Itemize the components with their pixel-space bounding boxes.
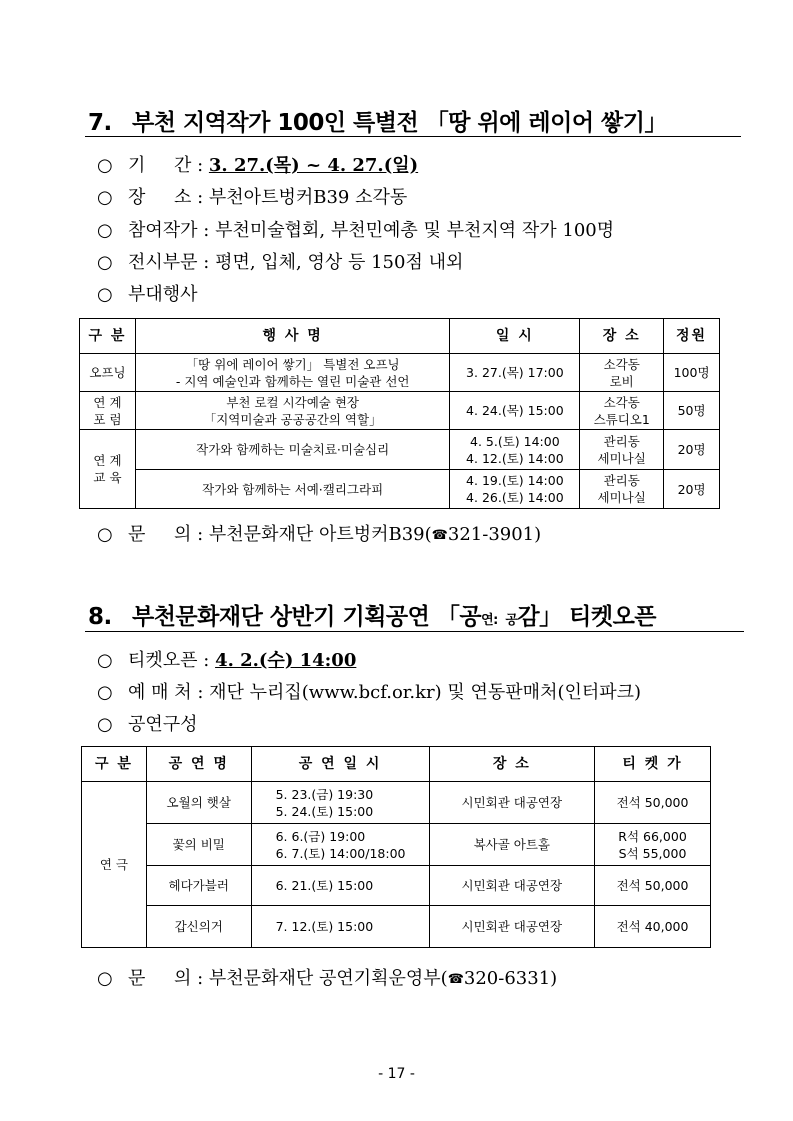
bullet-value: 평면, 입체, 영상 등 150점 내외 xyxy=(215,252,464,273)
header-cell: 티 켓 가 xyxy=(595,747,711,782)
cell-line: 4. 5.(토) 14:00 xyxy=(470,433,560,449)
telephone-icon: ☎ xyxy=(447,972,464,987)
table-row xyxy=(82,824,711,866)
place-cell: 시민회관 대공연장 xyxy=(429,906,595,948)
section-7-bullet-5 xyxy=(97,284,198,306)
bullet-label: 공연구성 xyxy=(128,714,198,735)
inquiry-phone: 320-6331) xyxy=(463,968,558,989)
bullet-value: 부천아트벙커B39 소각동 xyxy=(208,187,408,208)
section-8-inquiry xyxy=(97,968,557,991)
cell-line: 관리동 xyxy=(603,433,640,449)
category-cell xyxy=(80,354,136,392)
section-7-number: 7. xyxy=(88,110,112,136)
cell-line: 포 럼 xyxy=(93,411,122,427)
cell-line: 6. 7.(토) 14:00/18:00 xyxy=(275,845,406,861)
datetime-cell xyxy=(450,430,580,470)
place-cell: 시민회관 대공연장 xyxy=(429,866,595,906)
price-cell xyxy=(595,782,711,824)
section-7-bullet-3 xyxy=(97,220,614,242)
bullet-label: 참여작가 : xyxy=(128,220,216,241)
capacity-cell: 20명 xyxy=(664,430,720,470)
cell-line: 5. 23.(금) 19:30 xyxy=(275,786,374,802)
event-name-cell xyxy=(135,392,450,430)
inquiry-phone: 321-3901) xyxy=(447,524,542,545)
category-cell xyxy=(80,430,136,509)
cell-line: 연 계 xyxy=(93,394,122,410)
inquiry-label: 문 의 : xyxy=(128,968,209,989)
bullet-label: 장 소 : xyxy=(128,187,209,208)
bullet-value: 3. 27.(목) ~ 4. 27.(일) xyxy=(208,155,419,176)
cell-line: 소각동 xyxy=(603,394,640,410)
section-8-title: 부천문화재단 상반기 기획공연 「공연: 공감」 티켓오픈 xyxy=(132,604,657,630)
section-8-performances-table xyxy=(81,746,711,948)
section-7-rule xyxy=(85,136,741,137)
cell-line: 세미나실 xyxy=(597,450,646,466)
table-row xyxy=(80,354,720,392)
bullet-circle-icon: ○ xyxy=(97,968,113,989)
table-header-row xyxy=(82,747,711,782)
header-cell: 정원 xyxy=(664,319,720,354)
event-name-cell xyxy=(135,430,450,470)
table-row xyxy=(80,430,720,470)
place-cell xyxy=(580,392,664,430)
datetime-cell xyxy=(251,906,429,948)
price-cell xyxy=(595,906,711,948)
cell-line: S석 55,000 xyxy=(618,845,687,861)
header-cell: 구 분 xyxy=(82,747,147,782)
header-cell: 공 연 일 시 xyxy=(251,747,429,782)
table-row xyxy=(82,866,711,906)
price-cell xyxy=(595,866,711,906)
bullet-circle-icon: ○ xyxy=(97,284,113,305)
bullet-circle-icon: ○ xyxy=(97,155,113,176)
cell-line: - 지역 예술인과 함께하는 열린 미술관 선언 xyxy=(175,373,410,389)
section-7-title: 부천 지역작가 100인 특별전 「땅 위에 레이어 쌓기」 xyxy=(132,110,667,136)
bullet-value: 4. 2.(수) 14:00 xyxy=(215,650,357,671)
cell-line: 스튜디오1 xyxy=(593,411,650,427)
cell-line: 「지역미술과 공공공간의 역할」 xyxy=(203,411,382,427)
header-cell: 장 소 xyxy=(580,319,664,354)
bullet-label: 기 간 : xyxy=(128,155,209,176)
place-cell xyxy=(580,470,664,509)
capacity-cell: 50명 xyxy=(664,392,720,430)
bullet-value: 재단 누리집(www.bcf.or.kr) 및 연동판매처(인터파크) xyxy=(209,682,642,703)
cell-line: 7. 12.(토) 15:00 xyxy=(275,919,374,934)
section-8-number: 8. xyxy=(88,604,112,630)
cell-line: 6. 21.(토) 15:00 xyxy=(275,878,374,893)
datetime-cell xyxy=(450,354,580,392)
cell-line: 4. 19.(토) 14:00 xyxy=(466,473,564,488)
header-cell: 공 연 명 xyxy=(146,747,251,782)
bullet-label: 전시부문 : xyxy=(128,252,216,273)
capacity-cell: 20명 xyxy=(664,470,720,509)
section-8-heading xyxy=(88,598,656,631)
bullet-circle-icon: ○ xyxy=(97,220,113,241)
cell-line: R석 66,000 xyxy=(618,828,687,844)
section-7-events-table xyxy=(79,318,720,509)
bullet-circle-icon: ○ xyxy=(97,252,113,273)
bullet-circle-icon: ○ xyxy=(97,682,113,703)
performance-name-cell: 갑신의거 xyxy=(146,906,251,948)
performance-name-cell: 헤다가블러 xyxy=(146,866,251,906)
bullet-circle-icon: ○ xyxy=(97,187,113,208)
cell-line: 소각동 xyxy=(603,356,640,372)
cell-line: 4. 26.(토) 14:00 xyxy=(466,490,564,505)
section-8-bullet-2 xyxy=(97,682,641,704)
table-row xyxy=(82,782,711,824)
place-cell: 복사골 아트홀 xyxy=(429,824,595,866)
datetime-cell xyxy=(450,392,580,430)
place-cell xyxy=(580,354,664,392)
performance-name-cell: 오월의 햇살 xyxy=(146,782,251,824)
event-name-cell xyxy=(135,470,450,509)
category-cell: 연 극 xyxy=(82,782,147,948)
datetime-cell xyxy=(251,824,429,866)
cell-line: 오프닝 xyxy=(89,365,126,380)
section-7-heading xyxy=(88,104,667,137)
table-row xyxy=(82,906,711,948)
cell-line: 작가와 함께하는 미술치료·미술심리 xyxy=(196,442,390,457)
bullet-label: 부대행사 xyxy=(128,284,198,305)
table-header-row xyxy=(80,319,720,354)
cell-line: 전석 40,000 xyxy=(616,919,689,934)
price-cell xyxy=(595,824,711,866)
inquiry-value: 부천문화재단 공연기획운영부( xyxy=(208,968,448,989)
section-7-inquiry xyxy=(97,524,541,547)
bullet-circle-icon: ○ xyxy=(97,714,113,735)
section-8-bullet-1 xyxy=(97,650,356,672)
bullet-label: 예 매 처 : xyxy=(128,682,210,703)
category-cell xyxy=(80,392,136,430)
bullet-label: 티켓오픈 : xyxy=(128,650,216,671)
section-8-bullet-3 xyxy=(97,714,198,736)
cell-line: 전석 50,000 xyxy=(616,878,689,893)
cell-line: 교 육 xyxy=(93,470,122,485)
inquiry-value: 부천문화재단 아트벙커B39( xyxy=(208,524,432,545)
cell-line: 세미나실 xyxy=(597,490,646,505)
cell-line: 관리동 xyxy=(603,473,640,488)
cell-line: 4. 12.(토) 14:00 xyxy=(466,450,564,466)
place-cell: 시민회관 대공연장 xyxy=(429,782,595,824)
cell-line: 전석 50,000 xyxy=(616,795,689,810)
cell-line: 6. 6.(금) 19:00 xyxy=(275,828,366,844)
section-7-bullet-2 xyxy=(97,187,407,209)
cell-line: 5. 24.(토) 15:00 xyxy=(275,803,374,819)
cell-line: 4. 24.(목) 15:00 xyxy=(466,403,564,418)
place-cell xyxy=(580,430,664,470)
header-cell: 일 시 xyxy=(450,319,580,354)
event-name-cell xyxy=(135,354,450,392)
capacity-cell: 100명 xyxy=(664,354,720,392)
cell-line: 연 계 xyxy=(93,453,122,468)
section-7-bullet-4 xyxy=(97,252,463,274)
cell-line: 로비 xyxy=(609,373,634,389)
section-7-bullet-1 xyxy=(97,155,418,177)
datetime-cell xyxy=(251,782,429,824)
datetime-cell xyxy=(251,866,429,906)
telephone-icon: ☎ xyxy=(431,528,448,543)
cell-line: 「땅 위에 레이어 쌓기」 특별전 오프닝 xyxy=(185,356,400,372)
bullet-circle-icon: ○ xyxy=(97,524,113,545)
bullet-circle-icon: ○ xyxy=(97,650,113,671)
section-8-rule xyxy=(85,631,744,632)
table-row xyxy=(80,470,720,509)
header-cell: 행 사 명 xyxy=(135,319,450,354)
bullet-value: 부천미술협회, 부천민예총 및 부천지역 작가 100명 xyxy=(215,220,615,241)
page-number: - 17 - xyxy=(378,1066,415,1082)
performance-name-cell: 꽃의 비밀 xyxy=(146,824,251,866)
inquiry-label: 문 의 : xyxy=(128,524,209,545)
datetime-cell xyxy=(450,470,580,509)
table-row xyxy=(80,392,720,430)
cell-line: 부천 로컬 시각예술 현장 xyxy=(226,394,359,410)
header-cell: 장 소 xyxy=(429,747,595,782)
header-cell: 구 분 xyxy=(80,319,136,354)
cell-line: 3. 27.(목) 17:00 xyxy=(466,365,564,380)
cell-line: 작가와 함께하는 서예·캘리그라피 xyxy=(202,481,384,497)
